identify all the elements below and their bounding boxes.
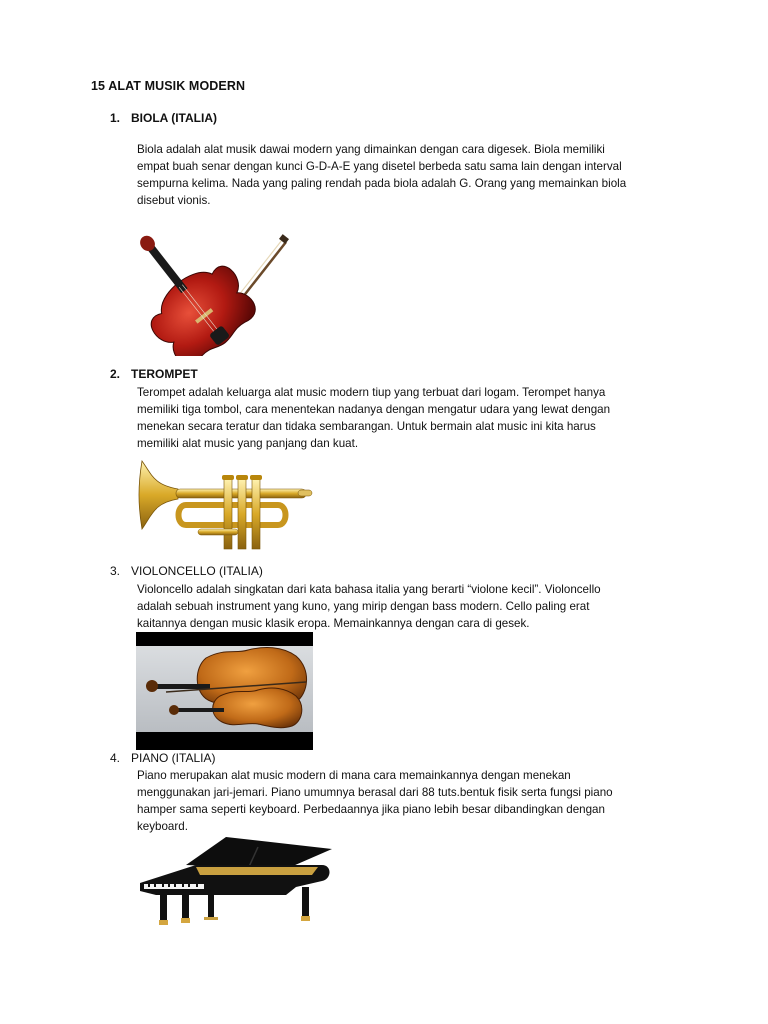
document-title: 15 ALAT MUSIK MODERN — [91, 79, 246, 93]
section-text-biola — [137, 141, 677, 209]
text-line: Piano merupakan alat music modern di mana cara memainkannya dengan menekan — [137, 769, 571, 782]
text-line: memiliki alat music yang panjang dan kuat. — [137, 437, 359, 450]
section-title: PIANO (ITALIA) — [131, 751, 216, 765]
section-heading-violoncello — [110, 564, 263, 578]
text-line: sempurna kelima. Nada yang paling rendah pada biola adalah G. Orang yang memainkan biola — [137, 177, 627, 190]
grand-piano-image — [136, 835, 334, 931]
section-number: 1. — [110, 111, 121, 125]
section-heading-terompet — [110, 367, 198, 381]
text-line: disebut vionis. — [137, 194, 211, 207]
section-number: 4. — [110, 751, 121, 765]
text-line: Terompet adalah keluarga alat music modern tiup yang terbuat dari logam. Terompet hanya — [137, 386, 606, 399]
section-heading-piano — [110, 751, 215, 765]
text-line: Violoncello adalah singkatan dari kata bahasa italia yang berarti “violone kecil”. Violoncello — [137, 583, 601, 596]
text-line: menggunakan jari-jemari. Piano umumnya berasal dari 88 tuts.bentuk fisik serta fungsi piano — [137, 786, 613, 799]
section-title: BIOLA (ITALIA) — [131, 111, 217, 125]
trumpet-image — [138, 455, 314, 559]
cello-image — [136, 632, 313, 750]
section-heading-biola — [110, 111, 217, 125]
section-text-violoncello — [137, 581, 677, 632]
section-title: TEROMPET — [131, 367, 198, 381]
text-line: hamper sama seperti keyboard. Perbedaannya jika piano lebih besar dibandingkan dengan — [137, 803, 605, 816]
text-line: kaitannya dengan music klasik eropa. Memainkannya dengan cara di gesek. — [137, 617, 530, 630]
text-line: adalah sebuah instrument yang kuno, yang mirip dengan bass modern. Cello paling erat — [137, 600, 590, 613]
text-line: empat buah senar dengan kunci G-D-A-E yang disetel berbeda satu sama lain dengan interval — [137, 160, 622, 173]
section-text-terompet — [137, 384, 677, 452]
section-title: VIOLONCELLO (ITALIA) — [131, 564, 263, 578]
text-line: menekan secara teratur dan tidaka sembarangan. Untuk bermain alat music ini kita harus — [137, 420, 596, 433]
violin-image — [136, 220, 296, 356]
text-line: keyboard. — [137, 820, 188, 833]
section-number: 3. — [110, 564, 121, 578]
section-text-piano — [137, 767, 677, 835]
text-line: memiliki tiga tombol, cara menentekan nadanya dengan mengatur udara yang lewat dengan — [137, 403, 611, 416]
text-line: Biola adalah alat musik dawai modern yang dimainkan dengan cara digesek. Biola memiliki — [137, 143, 605, 156]
section-number: 2. — [110, 367, 121, 381]
